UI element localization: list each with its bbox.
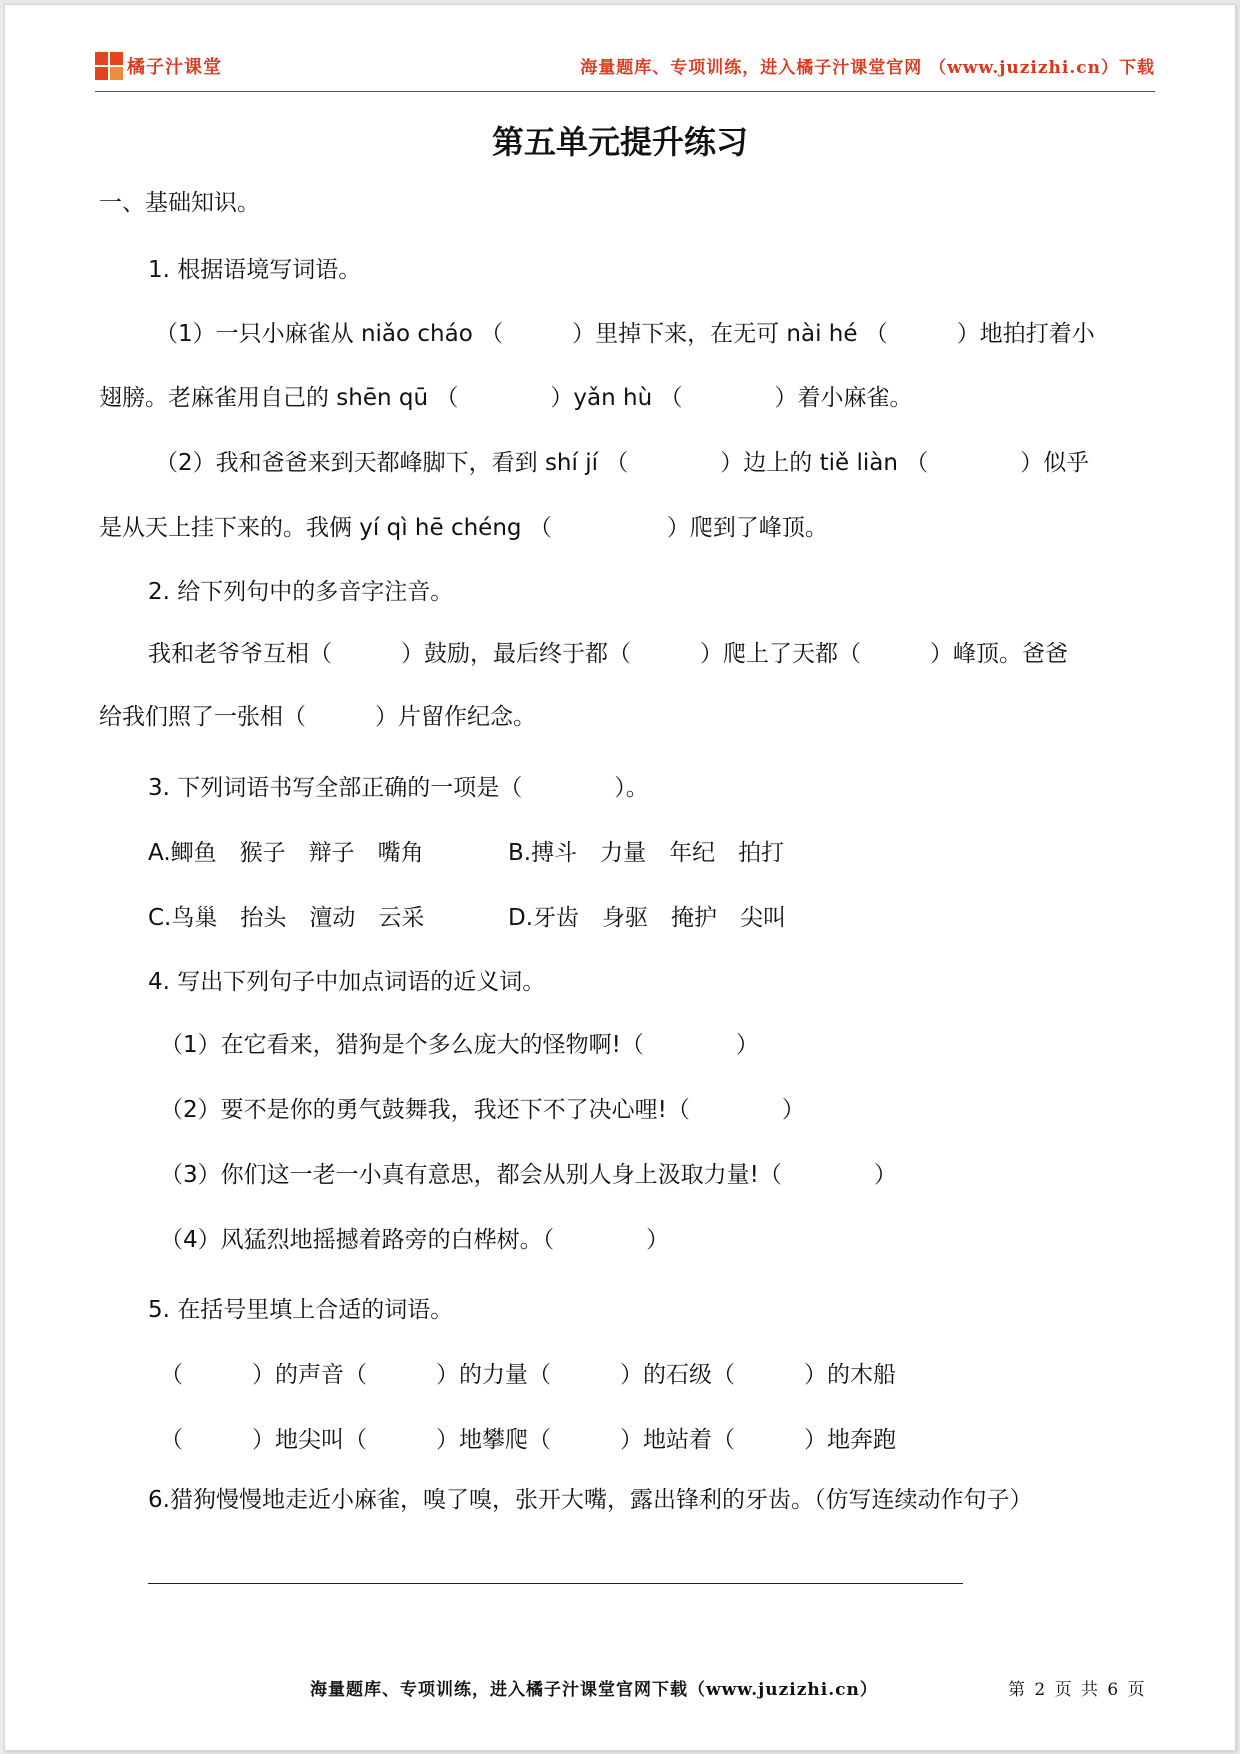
page-title: 第五单元提升练习	[491, 123, 748, 161]
question-1-heading: 1. 根据语境写词语。	[148, 257, 362, 283]
question-2-heading: 2. 给下列句中的多音字注音。	[148, 579, 454, 605]
section-heading: 一、基础知识。	[99, 190, 260, 216]
question-5-row-2: （ ）地尖叫（ ）地攀爬（ ）地站着（ ）地奔跑	[160, 1427, 896, 1453]
question-4-sentence-3: （3）你们这一老一小真有意思，都会从别人身上汲取力量!（ ）	[160, 1162, 897, 1188]
question-1-part2-line2: 是从天上挂下来的。我俩 yí qì hē chéng （ ）爬到了峰顶。	[99, 515, 828, 541]
question-3-option-a: A.鲫鱼 猴子 辩子 嘴角	[148, 840, 424, 866]
logo-text: 橘子汁课堂	[127, 57, 222, 78]
question-4-sentence-1: （1）在它看来，猎狗是个多么庞大的怪物啊!（ ）	[160, 1032, 759, 1058]
question-5-heading: 5. 在括号里填上合适的词语。	[148, 1297, 454, 1323]
question-3-option-b: B.搏斗 力量 年纪 拍打	[508, 840, 785, 866]
logo-icon	[95, 52, 123, 80]
question-4-heading: 4. 写出下列句子中加点词语的近义词。	[148, 969, 546, 995]
answer-line[interactable]	[148, 1583, 963, 1584]
question-1-part1-line2: 翅膀。老麻雀用自己的 shēn qū （ ）yǎn hù （ ）着小麻雀。	[99, 385, 913, 411]
logo[interactable]	[95, 49, 222, 83]
header-divider	[95, 91, 1155, 92]
page-header	[95, 49, 1155, 89]
question-1-part2-line1: （2）我和爸爸来到天都峰脚下，看到 shí jí （ ）边上的 tiě liàn （ ）似乎	[155, 450, 1090, 476]
question-5-row-1: （ ）的声音（ ）的力量（ ）的石级（ ）的木船	[160, 1362, 896, 1388]
footer-slogan: 海量题库、专项训练，进入橘子汁课堂官网下载（www.juzizhi.cn）	[310, 1680, 878, 1700]
question-4-sentence-2: （2）要不是你的勇气鼓舞我，我还下不了决心哩!（ ）	[160, 1097, 805, 1123]
question-6-heading: 6.猎狗慢慢地走近小麻雀，嗅了嗅，张开大嘴，露出锋利的牙齿。（仿写连续动作句子）	[148, 1487, 1033, 1513]
page-number: 第 2 页 共 6 页	[1008, 1680, 1147, 1700]
header-slogan: 海量题库、专项训练，进入橘子汁课堂官网 （www.juzizhi.cn）下载	[580, 58, 1155, 78]
question-3-option-d: D.牙齿 身驱 掩护 尖叫	[508, 905, 787, 931]
question-1-part1-line1: （1）一只小麻雀从 niǎo cháo （ ）里掉下来，在无可 nài hé （ ）地拍打着小	[155, 321, 1095, 347]
document-page	[4, 4, 1236, 1751]
question-2-line1: 我和老爷爷互相（ ）鼓励，最后终于都（ ）爬上了天都（ ）峰顶。爸爸	[148, 641, 1068, 667]
question-4-sentence-4: （4）风猛烈地摇撼着路旁的白桦树。（ ）	[160, 1227, 670, 1253]
question-2-line2: 给我们照了一张相（ ）片留作纪念。	[99, 704, 536, 730]
question-3-option-c: C.鸟巢 抬头 澶动 云采	[148, 905, 425, 931]
question-3-heading: 3. 下列词语书写全部正确的一项是（ ）。	[148, 775, 649, 801]
